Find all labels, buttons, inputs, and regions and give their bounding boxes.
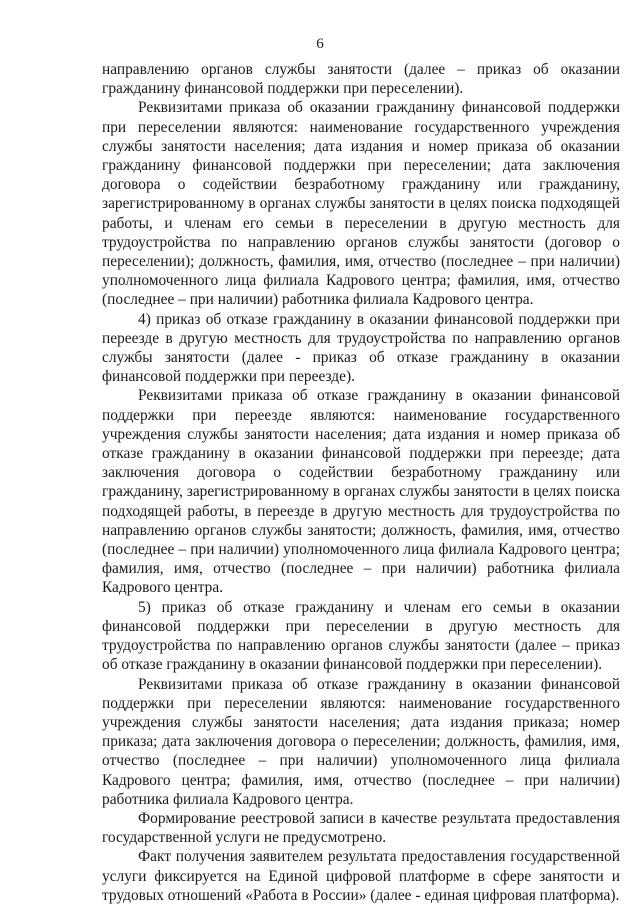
paragraph-item-4: 4) приказ об отказе гражданину в оказании финансовой поддержки при переезде в другую местность для трудоустройства по направлению органов службы занятости (далее - приказ об отказе гражданину в оказании финансовой поддержки при переезде). xyxy=(102,310,620,386)
paragraph-requisites-refusal-move: Реквизитами приказа об отказе гражданину в оказании финансовой поддержки при переезде являются: наименование государственного учреждения службы занятости населения; дата издания и номер приказа об отказе гражданину в оказании финансовой поддержки при переезде; дата заключения договора о содействии безработному гражданину или гражданину, зарегистрированному в органах службы занятости в целях поиска подходящей работы, в переезде в другую местность для трудоустройства по направлению органов службы занятости; должность, фамилия, имя, отчество (последнее – при наличии) уполномоченного лица филиала Кадрового центра; фамилия, имя, отчество (последнее – при наличии) работника филиала Кадрового центра. xyxy=(102,387,620,597)
page-number: 6 xyxy=(316,36,324,52)
paragraph-requisites-refusal-relocation: Реквизитами приказа об отказе гражданину в оказании финансовой поддержки при переселении являются: наименование государственного учреждения службы занятости населения; дата издания приказа; номер приказа; дата заключения договора о переселении; должность, фамилия, имя, отчество (последнее – при наличии) уполномоченного лица филиала Кадрового центра; фамилия, имя, отчество (последнее – при наличии) работника филиала Кадрового центра. xyxy=(102,675,620,808)
paragraph-requisites-relocation-support: Реквизитами приказа об оказании гражданину финансовой поддержки при переселении являются: наименование государственного учреждения службы занятости населения; дата издания и номер приказа об оказании гражданину финансовой поддержки при переселении; дата заключения договора о содействии безработному гражданину или гражданину, зарегистрированному в органах службы занятости в целях поиска подходящей работы, и членам его семьи в переселении в другую местность для трудоустройства по направлению органов службы занятости (договор о переселении); должность, фамилия, имя, отчество (последнее – при наличии) уполномоченного лица филиала Кадрового центра; фамилия, имя, отчество (последнее – при наличии) работника филиала Кадрового центра. xyxy=(102,99,620,309)
paragraph-item-5: 5) приказ об отказе гражданину и членам его семьи в оказании финансовой поддержки при переселении в другую местность для трудоустройства по направлению органов службы занятости (далее – приказ об отказе гражданину в оказании финансовой поддержки при переселении). xyxy=(102,598,620,674)
document-body xyxy=(102,60,620,905)
paragraph-continuation: направлению органов службы занятости (далее – приказ об оказании гражданину финансовой поддержки при переселении). xyxy=(102,61,620,98)
paragraph-registry-record: Формирование реестровой записи в качестве результата предоставления государственной услуги не предусмотрено. xyxy=(102,809,620,847)
paragraph-result-fixation: Факт получения заявителем результата предоставления государственной услуги фиксируется на Единой цифровой платформе в сфере занятости и трудовых отношений «Работа в России» (далее - единая цифровая платформа). xyxy=(102,848,620,904)
